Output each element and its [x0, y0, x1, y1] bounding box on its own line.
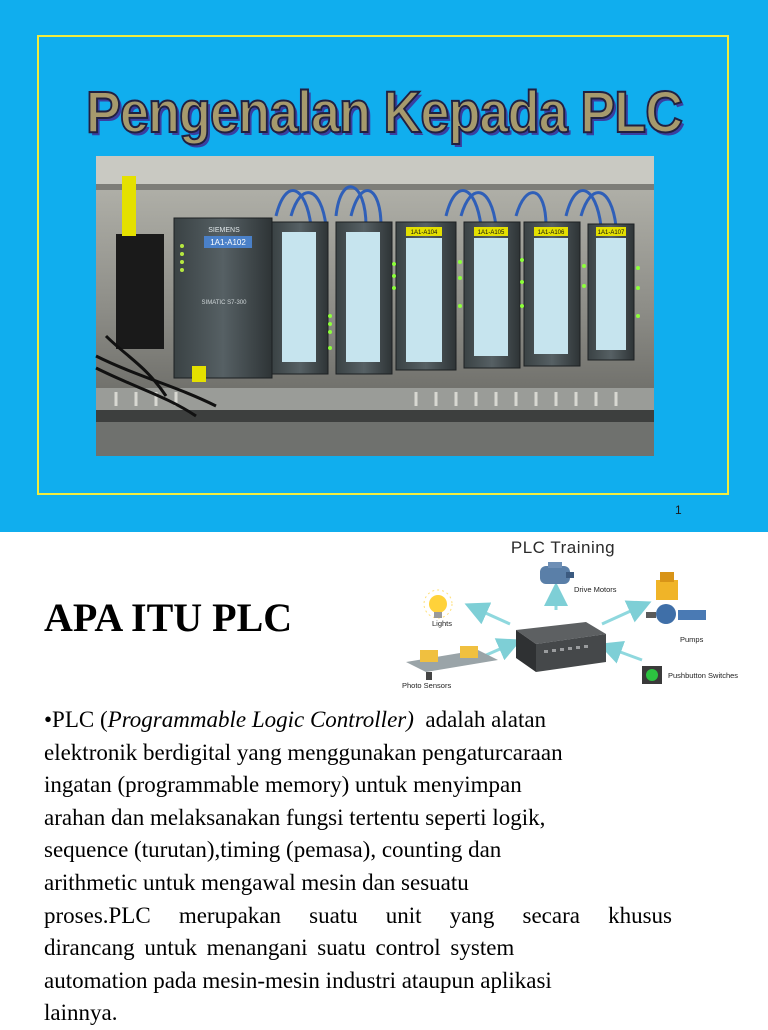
plc-training-diagram — [398, 538, 739, 698]
plc-rack-photo — [96, 156, 654, 456]
photo-sensors-icon — [406, 646, 498, 680]
body-line-3: ingatan (programmable memory) untuk menyimpan — [44, 772, 522, 798]
photo-module-label-3: 1A1-A106 — [537, 230, 565, 236]
body-line-1 — [44, 704, 672, 737]
pushbutton-icon — [642, 666, 662, 684]
pushbutton-switches-label: Pushbutton Switches — [668, 671, 739, 680]
body-line-2: elektronik berdigital yang menggunakan pengaturcaraan — [44, 739, 563, 765]
body-line-6: arithmetic untuk mengawal mesin dan sesuatu — [44, 869, 469, 895]
plc-io-diagram — [398, 538, 739, 698]
plc-definition-paragraph — [44, 704, 672, 1030]
plc-term: Programmable Logic Controller) — [107, 707, 414, 732]
lights-icon — [424, 590, 452, 618]
drive-motors-label: Drive Motors — [574, 585, 617, 594]
photo-model-label: SIMATIC S7-300 — [201, 300, 247, 306]
slide-number: 1 — [675, 503, 682, 517]
slide-1-title: Pengenalan Kepada PLC — [85, 80, 683, 145]
photo-sensors-label: Photo Sensors — [402, 681, 452, 690]
body-line-7: proses.PLC merupakan suatu unit yang secara khusus — [44, 902, 672, 928]
photo-module-label-2: 1A1-A105 — [477, 230, 505, 236]
photo-module-label-1: 1A1-A104 — [410, 230, 438, 236]
slide-2-heading: APA ITU PLC — [44, 595, 293, 640]
drive-motor-icon — [540, 562, 574, 584]
body-line-4: arahan dan melaksanakan fungsi tertentu seperti logik, — [44, 804, 546, 830]
slide-2 — [0, 532, 768, 1024]
body-line-9: automation pada mesin-mesin industri ataupun aplikasi — [44, 967, 552, 993]
diagram-title: PLC Training — [510, 538, 616, 557]
body-line-1-rest: adalah alatan — [413, 707, 547, 732]
photo-cpu-label: 1A1-A102 — [210, 238, 246, 247]
body-line-10: lainnya. — [44, 1000, 118, 1026]
bullet-lead: •PLC ( — [44, 707, 108, 732]
photo-module-label-4: 1A1-A107 — [597, 230, 625, 236]
body-line-5: sequence (turutan),timing (pemasa), counting dan — [44, 837, 502, 863]
body-line-8: dirancang untuk menangani suatu control system — [44, 935, 515, 961]
lights-label: Lights — [432, 619, 453, 628]
pumps-label: Pumps — [680, 635, 704, 644]
plc-unit-icon — [516, 622, 606, 672]
photo-brand-label: SIEMENS — [208, 227, 240, 234]
pump-icon — [646, 572, 706, 624]
